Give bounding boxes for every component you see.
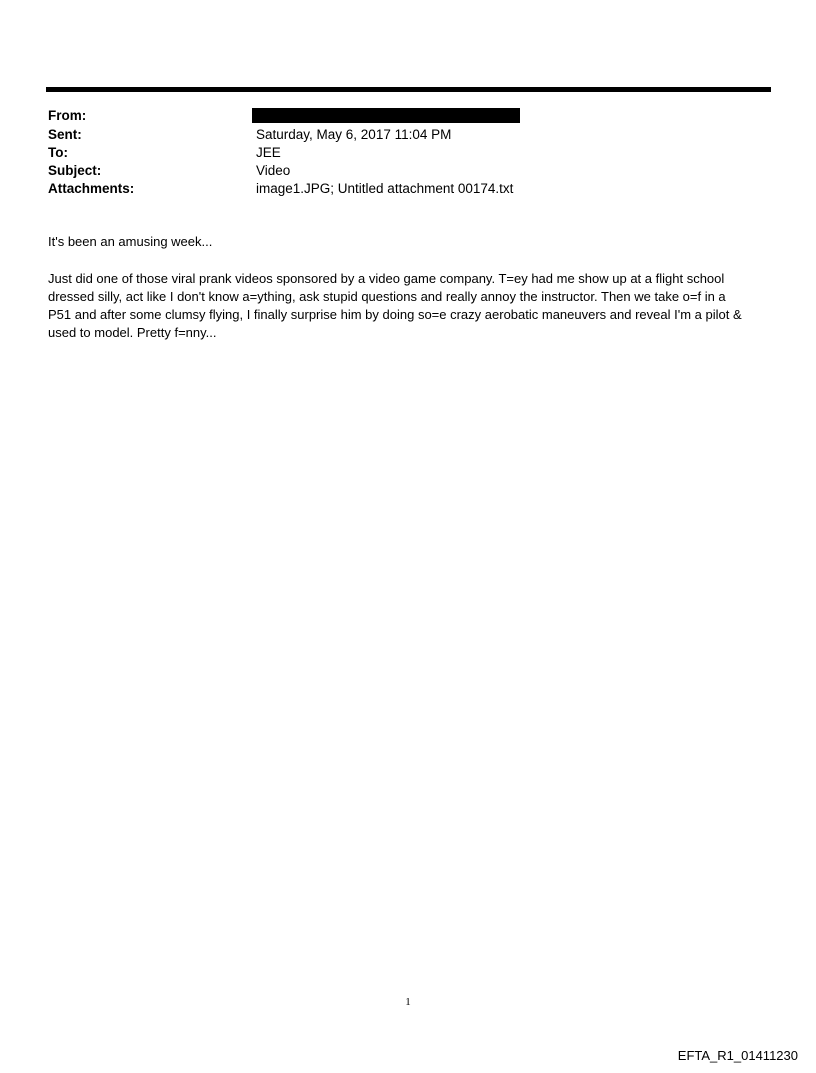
attachments-label: Attachments: [48, 181, 135, 196]
to-value: JEE [256, 145, 281, 160]
header-divider [46, 87, 771, 92]
from-label: From: [48, 108, 87, 123]
document-id: EFTA_R1_01411230 [677, 1048, 798, 1063]
attachments-value: image1.JPG; Untitled attachment 00174.txt [256, 181, 514, 196]
body-line: Just did one of those viral prank videos sponsored by a video game company. T=ey had me show up at a flight school [48, 271, 725, 286]
page-number: 1 [405, 996, 411, 1008]
body-paragraph-1: It's been an amusing week... [48, 234, 213, 249]
body-line: P51 and after some clumsy flying, I finally surprise him by doing so=e crazy aerobatic maneuvers and reveal I'm a pilot & [48, 307, 742, 322]
subject-value: Video [256, 163, 291, 178]
body-line: dressed silly, act like I don't know a=ything, ask stupid questions and really annoy the instructor. Then we take o=f in a [48, 289, 726, 304]
from-redaction [252, 108, 520, 123]
sent-value: Saturday, May 6, 2017 11:04 PM [256, 127, 452, 142]
body-paragraph-2 [48, 270, 773, 342]
sent-label: Sent: [48, 127, 82, 142]
subject-label: Subject: [48, 163, 102, 178]
to-label: To: [48, 145, 68, 160]
body-line: used to model. Pretty f=nny... [48, 325, 217, 340]
